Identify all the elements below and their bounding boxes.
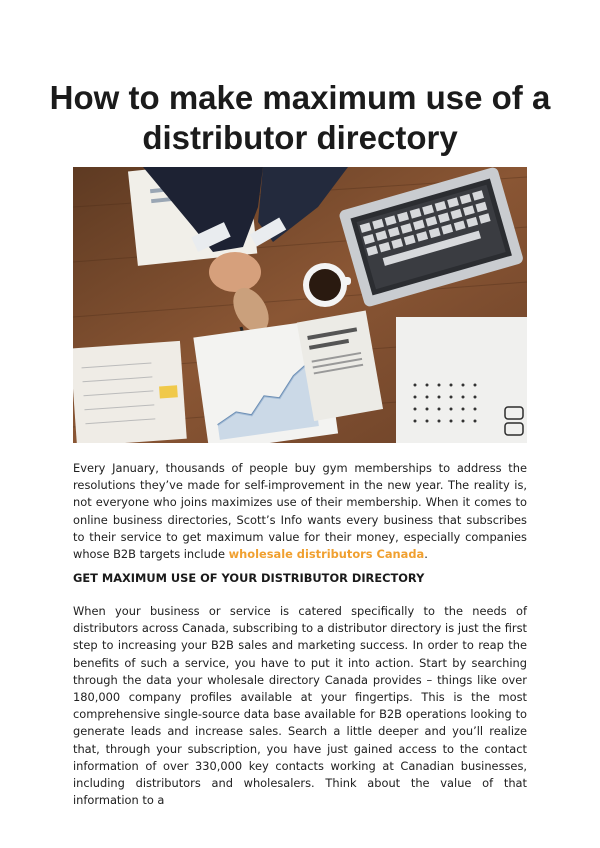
section-paragraph: When your business or service is catered specifically to the needs of distributors across Canada, subscribing to a distributor directory is just the first step to increasing your B2B sales and marketing success. In order to reap the benefits of such a service, you have to put it into action. Start by searching through the data your wholesale directory Canada provides – things like over 180,000 company profiles available at your fingertips. This is the most comprehensive single-source data base available for B2B operations looking to generate leads and increase sales. Search a little deeper and you’ll realize that, through your subscription, you have just gained access to the contact information of over 330,000 key contacts working at Canadian businesses, including distributors and wholesalers. Think about the value of that information to a [73, 604, 527, 808]
intro-text-end: . [424, 547, 428, 562]
section-heading: GET MAXIMUM USE OF YOUR DISTRIBUTOR DIRECTORY [73, 571, 425, 585]
intro-text: Every January, thousands of people buy gym memberships to address the resolutions they’ve made for self-improvement in the new year. The reality is, not everyone who joins maximizes use of their membership. When it comes to online business directories, Scott’s Info wants every business that subscribes to their service to get maximum value for their money, especially companies whose B2B targets include [73, 461, 527, 562]
wholesale-distributors-link[interactable]: wholesale distributors Canada [228, 547, 425, 562]
desk-photo-illustration [73, 167, 527, 443]
page-title: How to make maximum use of a distributor directory [49, 79, 551, 156]
intro-paragraph [73, 460, 527, 563]
hero-photo [73, 167, 527, 443]
